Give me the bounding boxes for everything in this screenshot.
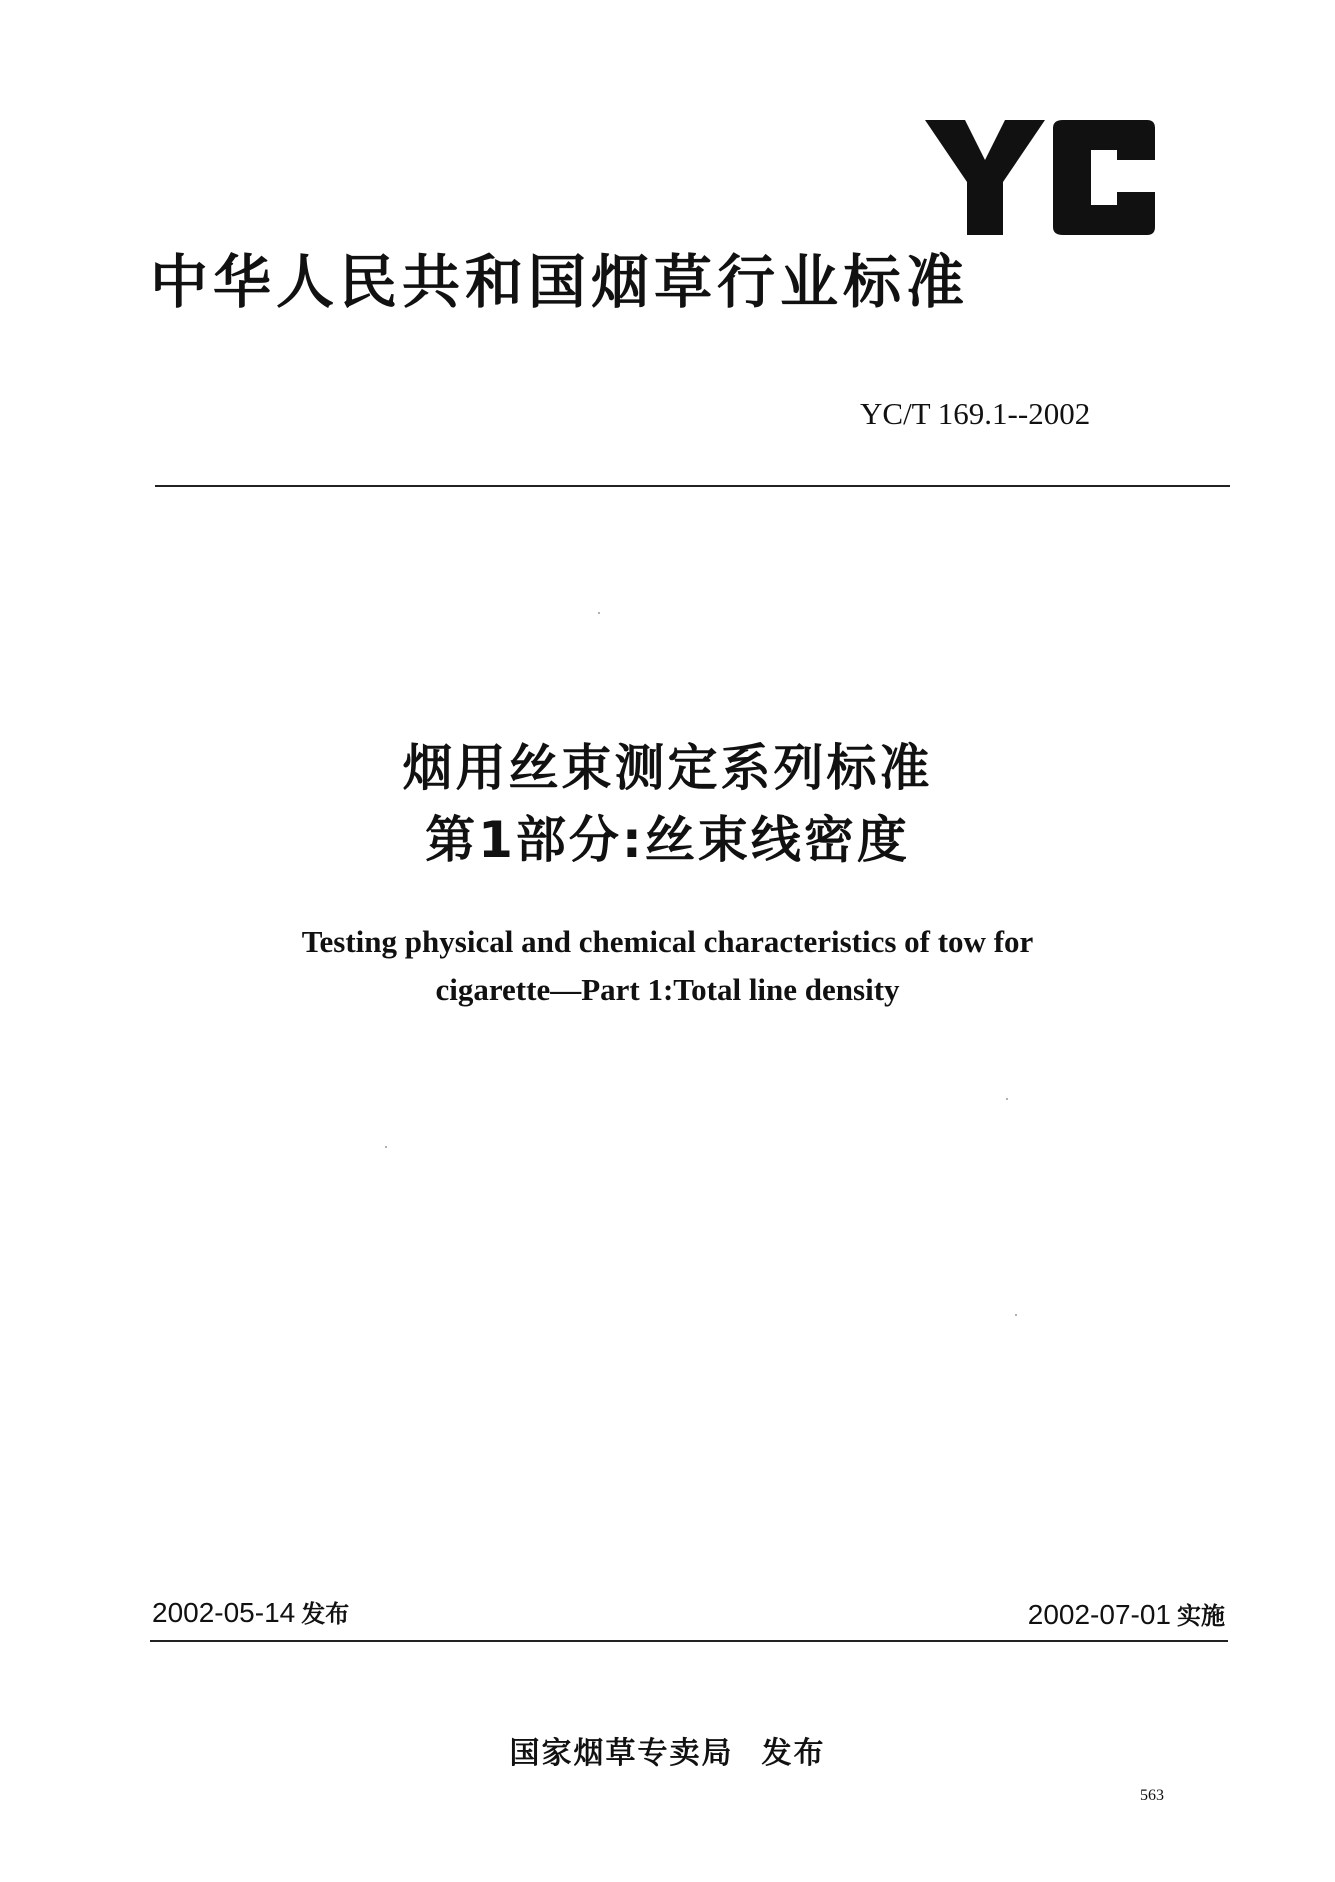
publisher-line xyxy=(150,1735,1185,1773)
chinese-title-line-1: 烟用丝束测定系列标准 xyxy=(402,739,933,797)
implementation-date-value: 2002-07-01 xyxy=(1027,1599,1171,1630)
page-number: 563 xyxy=(1140,1787,1164,1804)
issue-date xyxy=(152,1595,349,1632)
issue-date-value: 2002-05-14 xyxy=(152,1597,296,1628)
standard-number: YC/T 169.1--2002 xyxy=(860,396,1091,431)
standard-category-title: 中华人民共和国烟草行业标准 xyxy=(150,248,970,316)
issue-date-suffix: 发布 xyxy=(301,1600,350,1628)
english-title-line-1: Testing physical and chemical characteristics of tow for xyxy=(301,924,1034,959)
scan-speck xyxy=(1015,1314,1017,1316)
top-divider xyxy=(155,485,1230,487)
bottom-divider xyxy=(150,1640,1228,1642)
english-title-line-2: cigarette—Part 1:Total line density xyxy=(435,972,900,1007)
yc-logo xyxy=(925,120,1155,235)
scan-speck xyxy=(598,612,600,614)
implementation-date xyxy=(990,1597,1225,1634)
implementation-date-suffix: 实施 xyxy=(1177,1602,1225,1630)
scan-speck xyxy=(1006,1098,1008,1100)
publish-label: 发布 xyxy=(761,1736,826,1771)
publisher-name: 国家烟草专卖局 xyxy=(509,1736,734,1771)
scan-speck xyxy=(385,1146,387,1148)
chinese-title-line-2: 第1部分:丝束线密度 xyxy=(425,811,910,869)
